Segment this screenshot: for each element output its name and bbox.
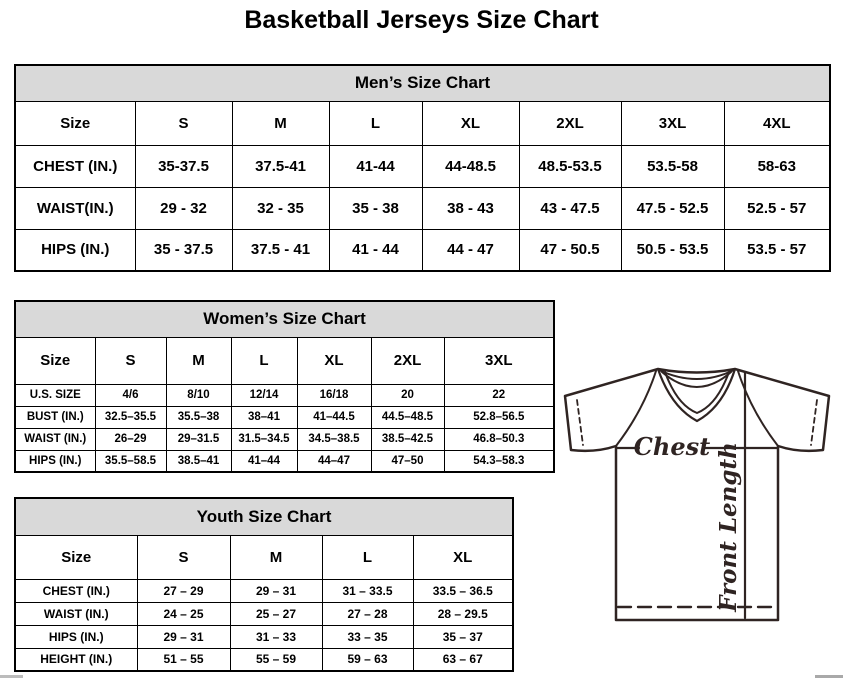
- youth-size-header-row: [15, 535, 513, 579]
- womens-size-2xl: 2XL: [371, 337, 444, 384]
- chest-label: Chest: [633, 432, 711, 461]
- cell: 32.5–35.5: [95, 406, 166, 428]
- mens-hips-row: [15, 229, 830, 271]
- row-label: HIPS (IN.): [15, 229, 135, 271]
- cell: 44 - 47: [422, 229, 519, 271]
- youth-height-row: [15, 648, 513, 671]
- row-label: CHEST (IN.): [15, 145, 135, 187]
- cell: 41 - 44: [329, 229, 422, 271]
- cell: 35.5–38: [166, 406, 231, 428]
- cell: 58-63: [724, 145, 830, 187]
- youth-chest-row: [15, 579, 513, 602]
- cell: 43 - 47.5: [519, 187, 621, 229]
- jersey-measurement-diagram: [555, 353, 843, 653]
- row-label: HIPS (IN.): [15, 450, 95, 472]
- cell: 54.3–58.3: [444, 450, 554, 472]
- cell: 38–41: [231, 406, 297, 428]
- mens-size-2xl: 2XL: [519, 101, 621, 145]
- cell: 35 – 37: [413, 625, 513, 648]
- cell: 35.5–58.5: [95, 450, 166, 472]
- cell: 32 - 35: [232, 187, 329, 229]
- row-label: HIPS (IN.): [15, 625, 137, 648]
- cell: 27 – 29: [137, 579, 230, 602]
- youth-size-table: [14, 497, 514, 672]
- cell: 20: [371, 384, 444, 406]
- page-title: Basketball Jerseys Size Chart: [244, 6, 599, 34]
- mens-size-l: L: [329, 101, 422, 145]
- cell: 53.5 - 57: [724, 229, 830, 271]
- jersey-body-outline: [565, 369, 829, 620]
- cell: 38 - 43: [422, 187, 519, 229]
- womens-ussize-row: [15, 384, 554, 406]
- cell: 29 – 31: [230, 579, 322, 602]
- row-label: CHEST (IN.): [15, 579, 137, 602]
- cell: 16/18: [297, 384, 371, 406]
- cell: 35 - 37.5: [135, 229, 232, 271]
- cell: 34.5–38.5: [297, 428, 371, 450]
- row-label: BUST (IN.): [15, 406, 95, 428]
- cell: 27 – 28: [322, 602, 413, 625]
- cell: 33 – 35: [322, 625, 413, 648]
- cell: 8/10: [166, 384, 231, 406]
- mens-size-4xl: 4XL: [724, 101, 830, 145]
- womens-bust-row: [15, 406, 554, 428]
- womens-waist-row: [15, 428, 554, 450]
- cell: 41–44: [231, 450, 297, 472]
- cell: 46.8–50.3: [444, 428, 554, 450]
- cell: 24 – 25: [137, 602, 230, 625]
- mens-size-m: M: [232, 101, 329, 145]
- cell: 4/6: [95, 384, 166, 406]
- youth-size-l: L: [322, 535, 413, 579]
- womens-size-l: L: [231, 337, 297, 384]
- cell: 52.8–56.5: [444, 406, 554, 428]
- cell: 63 – 67: [413, 648, 513, 671]
- cell: 35-37.5: [135, 145, 232, 187]
- cell: 28 – 29.5: [413, 602, 513, 625]
- jersey-outline-svg: [555, 353, 843, 653]
- youth-size-s: S: [137, 535, 230, 579]
- cell: 29 – 31: [137, 625, 230, 648]
- row-label: WAIST (IN.): [15, 428, 95, 450]
- right-cuff-stitch: [811, 400, 817, 445]
- womens-table-title: Women’s Size Chart: [15, 301, 554, 337]
- cell: 37.5-41: [232, 145, 329, 187]
- cell: 55 – 59: [230, 648, 322, 671]
- cell: 47 - 50.5: [519, 229, 621, 271]
- cell: 51 – 55: [137, 648, 230, 671]
- cell: 44-48.5: [422, 145, 519, 187]
- mens-size-label: Size: [15, 101, 135, 145]
- mens-chest-row: [15, 145, 830, 187]
- cell: 37.5 - 41: [232, 229, 329, 271]
- cell: 53.5-58: [621, 145, 724, 187]
- cell: 35 - 38: [329, 187, 422, 229]
- cell: 31 – 33: [230, 625, 322, 648]
- cell: 22: [444, 384, 554, 406]
- row-label: HEIGHT (IN.): [15, 648, 137, 671]
- cell: 25 – 27: [230, 602, 322, 625]
- cell: 50.5 - 53.5: [621, 229, 724, 271]
- womens-hips-row: [15, 450, 554, 472]
- cell: 52.5 - 57: [724, 187, 830, 229]
- row-label: WAIST(IN.): [15, 187, 135, 229]
- mens-size-s: S: [135, 101, 232, 145]
- youth-hips-row: [15, 625, 513, 648]
- mens-size-xl: XL: [422, 101, 519, 145]
- womens-size-s: S: [95, 337, 166, 384]
- womens-size-3xl: 3XL: [444, 337, 554, 384]
- cell: 44.5–48.5: [371, 406, 444, 428]
- cell: 26–29: [95, 428, 166, 450]
- cell: 29–31.5: [166, 428, 231, 450]
- cell: 47.5 - 52.5: [621, 187, 724, 229]
- cell: 41-44: [329, 145, 422, 187]
- cell: 38.5–41: [166, 450, 231, 472]
- mens-table-title: Men’s Size Chart: [15, 65, 830, 101]
- left-cuff-stitch: [577, 400, 583, 445]
- cell: 44–47: [297, 450, 371, 472]
- cell: 31 – 33.5: [322, 579, 413, 602]
- cell: 48.5-53.5: [519, 145, 621, 187]
- womens-size-m: M: [166, 337, 231, 384]
- cell: 38.5–42.5: [371, 428, 444, 450]
- cell: 33.5 – 36.5: [413, 579, 513, 602]
- womens-table-header: [15, 301, 554, 337]
- mens-size-3xl: 3XL: [621, 101, 724, 145]
- cell: 47–50: [371, 450, 444, 472]
- mens-size-table: [14, 64, 831, 272]
- row-label: WAIST (IN.): [15, 602, 137, 625]
- youth-table-title: Youth Size Chart: [15, 498, 513, 535]
- cell: 59 – 63: [322, 648, 413, 671]
- cell: 41–44.5: [297, 406, 371, 428]
- youth-size-m: M: [230, 535, 322, 579]
- front-length-label: Front Length: [715, 442, 742, 612]
- womens-size-header-row: [15, 337, 554, 384]
- mens-table-header: [15, 65, 830, 101]
- mens-waist-row: [15, 187, 830, 229]
- womens-size-xl: XL: [297, 337, 371, 384]
- womens-size-table: [14, 300, 555, 473]
- cell: 29 - 32: [135, 187, 232, 229]
- horizontal-scrollbar-fragment-right[interactable]: [815, 675, 843, 678]
- mens-size-header-row: [15, 101, 830, 145]
- horizontal-scrollbar-fragment-left[interactable]: [0, 675, 23, 678]
- womens-size-label: Size: [15, 337, 95, 384]
- youth-size-label: Size: [15, 535, 137, 579]
- youth-waist-row: [15, 602, 513, 625]
- cell: 12/14: [231, 384, 297, 406]
- row-label: U.S. SIZE: [15, 384, 95, 406]
- cell: 31.5–34.5: [231, 428, 297, 450]
- youth-table-header: [15, 498, 513, 535]
- youth-size-xl: XL: [413, 535, 513, 579]
